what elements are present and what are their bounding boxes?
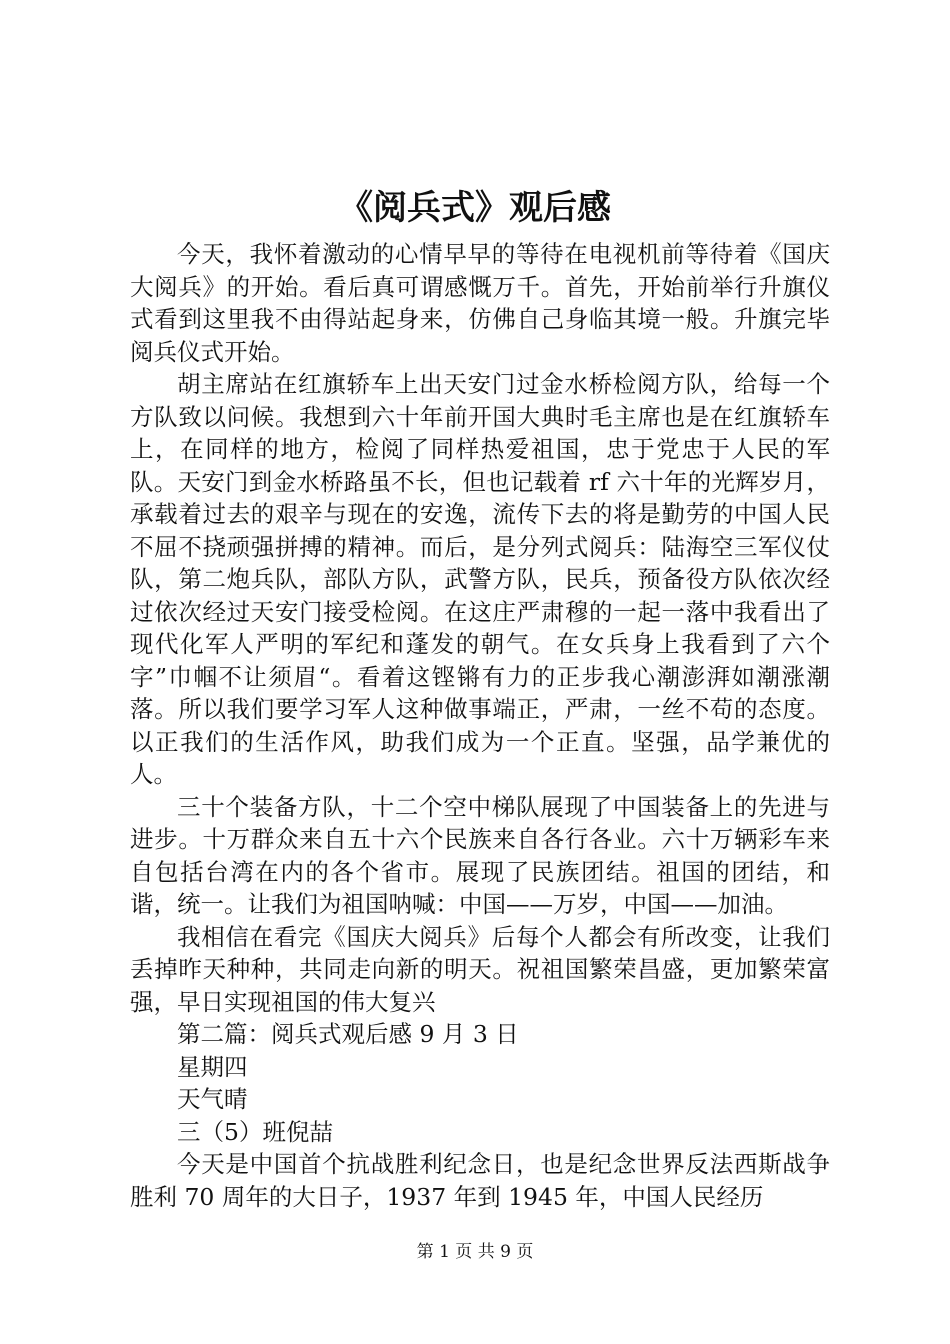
document-body — [130, 238, 830, 1213]
second-article-weather: 天气晴 — [177, 1085, 248, 1113]
paragraph-intro: 今天，我怀着激动的心情早早的等待在电视机前等待着《国庆大阅兵》的开始。看后真可谓感慨万千。首先，开始前举行升旗仪式看到这里我不由得站起身来，仿佛自己身临其境一般。升旗完毕阅兵仪式开始。 — [130, 240, 830, 366]
second-article-weekday: 星期四 — [177, 1052, 248, 1081]
paragraph-review: 胡主席站在红旗轿车上出天安门过金水桥检阅方队，给每一个方队致以问候。我想到六十年前开国大典时毛主席也是在红旗轿车上，在同样的地方，检阅了同样热爱祖国，忠于党忠于人民的军队。天安门到金水桥路虽不长，但也记载着 rf 六十年的光辉岁月，承载着过去的艰辛与现在的安逸，流传下去的将是勤劳的中国人民不屈不挠顽强拼搏的精神。而后，是分列式阅兵：陆海空三军仪仗队，第二炮兵队，部队方队，武警方队，民兵，预备役方队依次经过依次经过天安门接受检阅。在这庄严肃穆的一起一落中我看出了现代化军人严明的军纪和蓬发的朝气。在女兵身上我看到了六个字”巾帼不让须眉“。看着这铿锵有力的正步我心潮澎湃如潮涨潮落。所以我们要学习军人这种做事端正，严肃，一丝不苟的态度。以正我们的生活作风，助我们成为一个正直。坚强，品学兼优的人。 — [130, 370, 830, 788]
second-article-opening: 今天是中国首个抗战胜利纪念日，也是纪念世界反法西斯战争胜利 70 周年的大日子，1937 年到 1945 年，中国人民经历 — [130, 1150, 830, 1211]
document-title: 《阅兵式》观后感 — [339, 188, 611, 228]
second-article-author: 三（5）班倪喆 — [177, 1117, 333, 1146]
page-footer: 第 1 页 共 9 页 — [416, 1242, 534, 1262]
paragraph-conclusion: 我相信在看完《国庆大阅兵》后每个人都会有所改变，让我们丢掉昨天种种，共同走向新的明天。祝祖国繁荣昌盛，更加繁荣富强，早日实现祖国的伟大复兴 — [130, 922, 830, 1016]
paragraph-equipment: 三十个装备方队，十二个空中梯队展现了中国装备上的先进与进步。十万群众来自五十六个民族来自各行各业。六十万辆彩车来自包括台湾在内的各个省市。展现了民族团结。祖国的团结，和谐，统一。让我们为祖国呐喊：中国——万岁，中国——加油。 — [130, 792, 830, 918]
second-article-heading: 第二篇：阅兵式观后感 9 月 3 日 — [177, 1020, 519, 1048]
